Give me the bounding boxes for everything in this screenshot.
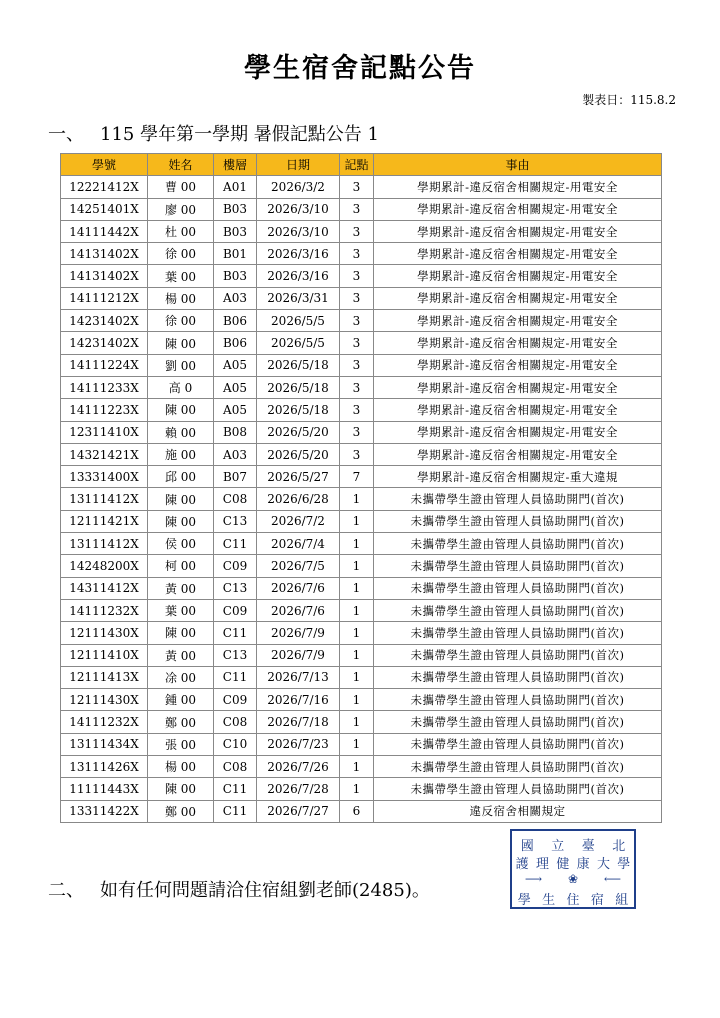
cell-date: 2026/7/18: [257, 711, 340, 733]
cell-reason: 學期累計-違反宿舍相關規定-用電安全: [374, 354, 662, 376]
cell-date: 2026/5/5: [257, 332, 340, 354]
cell-date: 2026/5/18: [257, 376, 340, 398]
seal-glyph: 住: [566, 893, 580, 908]
cell-points: 3: [340, 443, 374, 465]
cell-student-id: 14111232X: [61, 711, 148, 733]
seal-row-2: [512, 853, 634, 872]
cell-date: 2026/3/16: [257, 243, 340, 265]
cell-points: 1: [340, 510, 374, 532]
cell-date: 2026/7/27: [257, 800, 340, 822]
cell-reason: 學期累計-違反宿舍相關規定-用電安全: [374, 287, 662, 309]
cell-name: 陳 00: [148, 332, 214, 354]
cell-reason: 學期累計-違反宿舍相關規定-用電安全: [374, 198, 662, 220]
seal-glyph: ❀: [567, 872, 579, 886]
cell-reason: 學期累計-違反宿舍相關規定-用電安全: [374, 332, 662, 354]
cell-floor: B08: [214, 421, 257, 443]
table-row: [61, 198, 662, 220]
table-row: [61, 599, 662, 621]
cell-floor: B06: [214, 310, 257, 332]
cell-floor: A03: [214, 287, 257, 309]
cell-floor: A05: [214, 399, 257, 421]
table-row: [61, 800, 662, 822]
table-row: [61, 733, 662, 755]
cell-reason: 學期累計-違反宿舍相關規定-用電安全: [374, 421, 662, 443]
cell-reason: 學期累計-違反宿舍相關規定-用電安全: [374, 220, 662, 242]
cell-name: 侯 00: [148, 533, 214, 555]
cell-date: 2026/3/31: [257, 287, 340, 309]
cell-reason: 學期累計-違反宿舍相關規定-用電安全: [374, 176, 662, 198]
cell-reason: 學期累計-違反宿舍相關規定-用電安全: [374, 443, 662, 465]
cell-name: 黃 00: [148, 644, 214, 666]
cell-student-id: 13331400X: [61, 466, 148, 488]
cell-floor: B03: [214, 265, 257, 287]
section-1-heading: [48, 120, 379, 146]
seal-glyph: 國: [520, 839, 534, 854]
seal-row-1: [512, 835, 634, 854]
cell-floor: B03: [214, 220, 257, 242]
seal-glyph: 宿: [590, 893, 604, 908]
cell-name: 廖 00: [148, 198, 214, 220]
cell-floor: C13: [214, 644, 257, 666]
table-row: [61, 555, 662, 577]
cell-points: 1: [340, 622, 374, 644]
seal-glyph: 組: [615, 893, 629, 908]
cell-student-id: 14321421X: [61, 443, 148, 465]
cell-name: 鍾 00: [148, 689, 214, 711]
cell-points: 3: [340, 220, 374, 242]
cell-reason: 學期累計-違反宿舍相關規定-用電安全: [374, 376, 662, 398]
header-points: 記點: [340, 154, 374, 176]
cell-points: 1: [340, 733, 374, 755]
cell-reason: 未攜帶學生證由管理人員協助開門(首次): [374, 666, 662, 688]
table-row: [61, 577, 662, 599]
cell-name: 陳 00: [148, 622, 214, 644]
cell-points: 1: [340, 711, 374, 733]
cell-points: 1: [340, 577, 374, 599]
cell-reason: 違反宿舍相關規定: [374, 800, 662, 822]
cell-reason: 未攜帶學生證由管理人員協助開門(首次): [374, 644, 662, 666]
page-title: 學生宿舍記點公告: [244, 53, 476, 84]
cell-student-id: 13111412X: [61, 488, 148, 510]
header-date: 日期: [257, 154, 340, 176]
cell-date: 2026/7/4: [257, 533, 340, 555]
cell-floor: B07: [214, 466, 257, 488]
cell-reason: 未攜帶學生證由管理人員協助開門(首次): [374, 622, 662, 644]
seal-glyph: ⟵: [603, 872, 622, 886]
cell-floor: C11: [214, 533, 257, 555]
cell-date: 2026/7/6: [257, 599, 340, 621]
seal-glyph: 大: [596, 857, 610, 872]
cell-reason: 未攜帶學生證由管理人員協助開門(首次): [374, 555, 662, 577]
table-row: [61, 265, 662, 287]
table-row: [61, 644, 662, 666]
table-row: [61, 756, 662, 778]
cell-date: 2026/6/28: [257, 488, 340, 510]
cell-reason: 學期累計-違反宿舍相關規定-重大違規: [374, 466, 662, 488]
cell-floor: C10: [214, 733, 257, 755]
cell-student-id: 13311422X: [61, 800, 148, 822]
cell-student-id: 14251401X: [61, 198, 148, 220]
cell-points: 1: [340, 533, 374, 555]
cell-reason: 未攜帶學生證由管理人員協助開門(首次): [374, 689, 662, 711]
cell-date: 2026/3/16: [257, 265, 340, 287]
cell-date: 2026/3/2: [257, 176, 340, 198]
cell-student-id: 12221412X: [61, 176, 148, 198]
cell-student-id: 14111224X: [61, 354, 148, 376]
section-2-number: 二、: [48, 880, 84, 901]
cell-reason: 未攜帶學生證由管理人員協助開門(首次): [374, 756, 662, 778]
made-date: 製表日：115.8.2: [582, 93, 676, 107]
cell-reason: 未攜帶學生證由管理人員協助開門(首次): [374, 711, 662, 733]
cell-floor: C09: [214, 555, 257, 577]
cell-name: 鄭 00: [148, 800, 214, 822]
table-row: [61, 176, 662, 198]
cell-points: 3: [340, 332, 374, 354]
cell-student-id: 13111434X: [61, 733, 148, 755]
cell-student-id: 14111223X: [61, 399, 148, 421]
cell-name: 陳 00: [148, 488, 214, 510]
cell-date: 2026/7/9: [257, 644, 340, 666]
cell-name: 凃 00: [148, 666, 214, 688]
cell-floor: C08: [214, 756, 257, 778]
cell-name: 徐 00: [148, 243, 214, 265]
cell-points: 3: [340, 310, 374, 332]
cell-reason: 學期累計-違反宿舍相關規定-用電安全: [374, 265, 662, 287]
seal-glyph: 康: [576, 857, 590, 872]
cell-points: 1: [340, 488, 374, 510]
cell-points: 3: [340, 176, 374, 198]
table-row: [61, 399, 662, 421]
seal-row-4: [512, 889, 634, 908]
cell-student-id: 12111410X: [61, 644, 148, 666]
records-table: [60, 153, 662, 823]
cell-student-id: 14131402X: [61, 265, 148, 287]
cell-reason: 學期累計-違反宿舍相關規定-用電安全: [374, 399, 662, 421]
cell-date: 2026/7/23: [257, 733, 340, 755]
cell-points: 3: [340, 265, 374, 287]
cell-student-id: 12311410X: [61, 421, 148, 443]
cell-date: 2026/7/28: [257, 778, 340, 800]
table-row: [61, 421, 662, 443]
seal-glyph: 護: [515, 857, 529, 872]
cell-name: 張 00: [148, 733, 214, 755]
cell-reason: 未攜帶學生證由管理人員協助開門(首次): [374, 533, 662, 555]
table-row: [61, 220, 662, 242]
seal-glyph: 臺: [581, 839, 595, 854]
seal-glyph: 立: [551, 839, 565, 854]
seal-glyph: 健: [556, 857, 570, 872]
cell-name: 杜 00: [148, 220, 214, 242]
cell-floor: C08: [214, 488, 257, 510]
section-2-notice: [48, 876, 430, 902]
header-reason: 事由: [374, 154, 662, 176]
cell-points: 3: [340, 421, 374, 443]
cell-date: 2026/3/10: [257, 198, 340, 220]
cell-points: 1: [340, 756, 374, 778]
cell-name: 楊 00: [148, 287, 214, 309]
cell-points: 3: [340, 243, 374, 265]
cell-student-id: 12111430X: [61, 689, 148, 711]
cell-floor: A05: [214, 354, 257, 376]
seal-glyph: 學: [617, 857, 631, 872]
cell-date: 2026/7/9: [257, 622, 340, 644]
cell-name: 楊 00: [148, 756, 214, 778]
cell-points: 6: [340, 800, 374, 822]
cell-points: 1: [340, 555, 374, 577]
cell-points: 1: [340, 689, 374, 711]
cell-date: 2026/3/10: [257, 220, 340, 242]
header-name: 姓名: [148, 154, 214, 176]
table-row: [61, 488, 662, 510]
table-row: [61, 711, 662, 733]
cell-floor: C11: [214, 778, 257, 800]
table-header-row: [61, 154, 662, 176]
table-row: [61, 332, 662, 354]
section-2-text: 如有任何問題請洽住宿組劉老師(2485)。: [100, 880, 430, 901]
table-row: [61, 689, 662, 711]
seal-glyph: 理: [535, 857, 549, 872]
cell-points: 3: [340, 376, 374, 398]
cell-date: 2026/5/18: [257, 399, 340, 421]
table-row: [61, 287, 662, 309]
cell-points: 1: [340, 599, 374, 621]
seal-glyph: 北: [612, 839, 626, 854]
cell-student-id: 14111232X: [61, 599, 148, 621]
cell-reason: 未攜帶學生證由管理人員協助開門(首次): [374, 577, 662, 599]
cell-student-id: 14231402X: [61, 310, 148, 332]
table-row: [61, 443, 662, 465]
cell-reason: 學期累計-違反宿舍相關規定-用電安全: [374, 310, 662, 332]
cell-date: 2026/5/20: [257, 443, 340, 465]
cell-name: 陳 00: [148, 510, 214, 532]
cell-student-id: 14131402X: [61, 243, 148, 265]
cell-student-id: 14248200X: [61, 555, 148, 577]
cell-student-id: 12111421X: [61, 510, 148, 532]
section-1-text: 115 學年第一學期 暑假記點公告 1: [100, 124, 379, 145]
table-row: [61, 778, 662, 800]
seal-row-3: [512, 872, 634, 886]
dormitory-office-seal: [510, 829, 636, 909]
table-row: [61, 376, 662, 398]
table-row: [61, 310, 662, 332]
cell-floor: C11: [214, 800, 257, 822]
cell-student-id: 12111430X: [61, 622, 148, 644]
cell-floor: B03: [214, 198, 257, 220]
cell-student-id: 14111442X: [61, 220, 148, 242]
header-floor: 樓層: [214, 154, 257, 176]
cell-name: 黃 00: [148, 577, 214, 599]
cell-name: 曹 00: [148, 176, 214, 198]
cell-name: 陳 00: [148, 778, 214, 800]
cell-floor: C11: [214, 622, 257, 644]
cell-name: 邱 00: [148, 466, 214, 488]
seal-glyph: 生: [542, 893, 556, 908]
cell-points: 1: [340, 644, 374, 666]
table-row: [61, 510, 662, 532]
table-body: [61, 176, 662, 823]
cell-date: 2026/7/6: [257, 577, 340, 599]
cell-name: 鄭 00: [148, 711, 214, 733]
cell-reason: 未攜帶學生證由管理人員協助開門(首次): [374, 488, 662, 510]
cell-student-id: 11111443X: [61, 778, 148, 800]
cell-date: 2026/5/5: [257, 310, 340, 332]
cell-points: 3: [340, 354, 374, 376]
cell-reason: 未攜帶學生證由管理人員協助開門(首次): [374, 599, 662, 621]
cell-reason: 學期累計-違反宿舍相關規定-用電安全: [374, 243, 662, 265]
cell-name: 徐 00: [148, 310, 214, 332]
cell-floor: C11: [214, 666, 257, 688]
cell-name: 陳 00: [148, 399, 214, 421]
cell-name: 柯 00: [148, 555, 214, 577]
cell-points: 1: [340, 778, 374, 800]
cell-floor: C13: [214, 510, 257, 532]
cell-date: 2026/7/16: [257, 689, 340, 711]
cell-reason: 未攜帶學生證由管理人員協助開門(首次): [374, 510, 662, 532]
seal-glyph: ⟶: [524, 872, 543, 886]
section-1-number: 一、: [48, 124, 84, 145]
cell-date: 2026/7/5: [257, 555, 340, 577]
cell-floor: C08: [214, 711, 257, 733]
cell-name: 高 0: [148, 376, 214, 398]
cell-points: 7: [340, 466, 374, 488]
table-row: [61, 666, 662, 688]
cell-name: 葉 00: [148, 265, 214, 287]
cell-name: 葉 00: [148, 599, 214, 621]
cell-date: 2026/5/18: [257, 354, 340, 376]
cell-floor: B06: [214, 332, 257, 354]
cell-floor: C09: [214, 599, 257, 621]
cell-floor: A03: [214, 443, 257, 465]
cell-floor: C13: [214, 577, 257, 599]
cell-student-id: 12111413X: [61, 666, 148, 688]
cell-points: 1: [340, 666, 374, 688]
cell-student-id: 14111233X: [61, 376, 148, 398]
table-row: [61, 354, 662, 376]
table-row: [61, 466, 662, 488]
table-row: [61, 622, 662, 644]
seal-glyph: 學: [517, 893, 531, 908]
cell-date: 2026/5/20: [257, 421, 340, 443]
cell-date: 2026/5/27: [257, 466, 340, 488]
cell-points: 3: [340, 399, 374, 421]
cell-date: 2026/7/26: [257, 756, 340, 778]
cell-student-id: 13111426X: [61, 756, 148, 778]
table-row: [61, 533, 662, 555]
cell-floor: A01: [214, 176, 257, 198]
cell-floor: B01: [214, 243, 257, 265]
header-student-id: 學號: [61, 154, 148, 176]
cell-name: 劉 00: [148, 354, 214, 376]
cell-name: 賴 00: [148, 421, 214, 443]
cell-floor: C09: [214, 689, 257, 711]
cell-reason: 未攜帶學生證由管理人員協助開門(首次): [374, 733, 662, 755]
cell-floor: A05: [214, 376, 257, 398]
cell-date: 2026/7/2: [257, 510, 340, 532]
cell-reason: 未攜帶學生證由管理人員協助開門(首次): [374, 778, 662, 800]
cell-date: 2026/7/13: [257, 666, 340, 688]
cell-student-id: 13111412X: [61, 533, 148, 555]
cell-points: 3: [340, 198, 374, 220]
cell-student-id: 14311412X: [61, 577, 148, 599]
cell-points: 3: [340, 287, 374, 309]
cell-student-id: 14231402X: [61, 332, 148, 354]
cell-student-id: 14111212X: [61, 287, 148, 309]
table-row: [61, 243, 662, 265]
cell-name: 施 00: [148, 443, 214, 465]
